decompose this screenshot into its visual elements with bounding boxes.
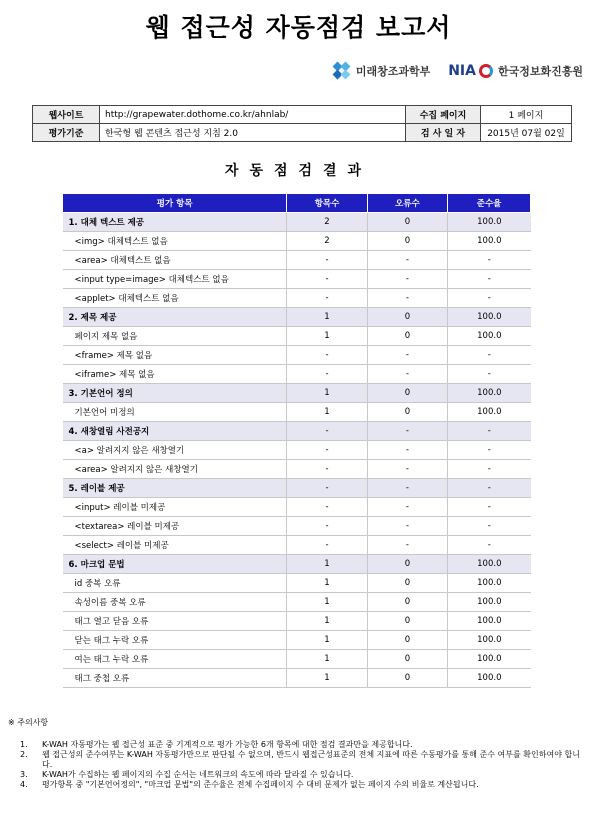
- rate-cell: 100.0: [448, 612, 531, 631]
- item-cell: <input type=image> 대체텍스트 없음: [63, 270, 287, 289]
- count-cell: 1: [287, 308, 367, 327]
- category-row: [63, 422, 531, 441]
- section-title: 자동점검결과: [224, 163, 373, 179]
- results-table: [62, 193, 531, 688]
- rate-cell: 100.0: [448, 593, 531, 612]
- errors-cell: -: [367, 251, 447, 270]
- website-label: 웹사이트: [33, 106, 100, 124]
- pages-label: 수집 페이지: [406, 106, 481, 124]
- count-cell: -: [287, 289, 367, 308]
- table-row: [63, 460, 531, 479]
- table-row: [63, 650, 531, 669]
- rate-cell: -: [448, 251, 531, 270]
- table-row: [63, 403, 531, 422]
- errors-cell: 0: [367, 403, 447, 422]
- date-value: 2015년 07월 02일: [481, 124, 572, 142]
- item-cell: <frame> 제목 없음: [63, 346, 287, 365]
- item-cell: 6. 마크업 문법: [63, 555, 287, 574]
- count-cell: 1: [287, 593, 367, 612]
- item-cell: <a> 알려지지 않은 새창열기: [63, 441, 287, 460]
- header-item: 평가 항목: [63, 194, 287, 213]
- table-row: [63, 669, 531, 688]
- errors-cell: 0: [367, 631, 447, 650]
- results-header-row: [63, 194, 531, 213]
- errors-cell: -: [367, 270, 447, 289]
- item-cell: 닫는 태그 누락 오류: [63, 631, 287, 650]
- rate-cell: 100.0: [448, 650, 531, 669]
- count-cell: 1: [287, 574, 367, 593]
- errors-cell: 0: [367, 574, 447, 593]
- errors-cell: -: [367, 441, 447, 460]
- table-row: [63, 232, 531, 251]
- note-text: 웹 접근성의 준수여부는 K-WAH 자동평가만으로 판단될 수 없으며, 반드시 웹접근성표준의 전체 지표에 따른 수동평가를 통해 준수 여부를 확인하여야 합니다.: [42, 750, 580, 769]
- count-cell: -: [287, 251, 367, 270]
- count-cell: -: [287, 365, 367, 384]
- item-cell: id 중복 오류: [63, 574, 287, 593]
- errors-cell: 0: [367, 384, 447, 403]
- note-number: 2.: [20, 750, 28, 759]
- nia-logo: [448, 63, 583, 79]
- errors-cell: -: [367, 346, 447, 365]
- category-row: [63, 479, 531, 498]
- rate-cell: -: [448, 441, 531, 460]
- count-cell: -: [287, 536, 367, 555]
- errors-cell: -: [367, 536, 447, 555]
- rate-cell: 100.0: [448, 213, 531, 232]
- count-cell: -: [287, 422, 367, 441]
- errors-cell: 0: [367, 232, 447, 251]
- count-cell: 1: [287, 384, 367, 403]
- count-cell: 2: [287, 213, 367, 232]
- rate-cell: 100.0: [448, 232, 531, 251]
- item-cell: <iframe> 제목 없음: [63, 365, 287, 384]
- item-cell: <textarea> 레이블 미제공: [63, 517, 287, 536]
- errors-cell: 0: [367, 669, 447, 688]
- note-number: 4.: [20, 780, 28, 789]
- category-row: [63, 308, 531, 327]
- category-row: [63, 384, 531, 403]
- table-row: [63, 251, 531, 270]
- msip-logo-text: 미래창조과학부: [355, 65, 431, 78]
- count-cell: 1: [287, 650, 367, 669]
- results-body: [63, 213, 531, 688]
- table-row: [63, 631, 531, 650]
- errors-cell: -: [367, 422, 447, 441]
- header-errors: 오류수: [367, 194, 447, 213]
- count-cell: -: [287, 479, 367, 498]
- rate-cell: -: [448, 498, 531, 517]
- count-cell: -: [287, 270, 367, 289]
- errors-cell: -: [367, 460, 447, 479]
- errors-cell: 0: [367, 650, 447, 669]
- count-cell: -: [287, 460, 367, 479]
- logo-bar: [331, 56, 583, 86]
- count-cell: -: [287, 346, 367, 365]
- nia-logo-mark: NIA: [448, 63, 476, 79]
- note-item: [8, 740, 588, 750]
- item-cell: 여는 태그 누락 오류: [63, 650, 287, 669]
- nia-logo-text: 한국정보화진흥원: [497, 65, 583, 78]
- count-cell: 1: [287, 612, 367, 631]
- item-cell: 3. 기본언어 정의: [63, 384, 287, 403]
- rate-cell: -: [448, 517, 531, 536]
- item-cell: 5. 레이블 제공: [63, 479, 287, 498]
- msip-logo: [331, 60, 430, 82]
- table-row: [63, 327, 531, 346]
- pages-value: 1 페이지: [481, 106, 572, 124]
- rate-cell: -: [448, 479, 531, 498]
- date-label: 검 사 일 자: [406, 124, 481, 142]
- errors-cell: 0: [367, 593, 447, 612]
- item-cell: 태그 중첩 오류: [63, 669, 287, 688]
- table-row: [63, 441, 531, 460]
- item-cell: 속성이름 중복 오류: [63, 593, 287, 612]
- count-cell: 1: [287, 631, 367, 650]
- errors-cell: -: [367, 517, 447, 536]
- note-text: K-WAH가 수집하는 웹 페이지의 수집 순서는 네트워크의 속도에 따라 달라질 수 있습니다.: [42, 770, 354, 779]
- rate-cell: -: [448, 365, 531, 384]
- item-cell: 페이지 제목 없음: [63, 327, 287, 346]
- errors-cell: -: [367, 479, 447, 498]
- item-cell: <img> 대체텍스트 없음: [63, 232, 287, 251]
- table-row: [63, 365, 531, 384]
- category-row: [63, 555, 531, 574]
- errors-cell: 0: [367, 327, 447, 346]
- rate-cell: 100.0: [448, 403, 531, 422]
- errors-cell: 0: [367, 213, 447, 232]
- item-cell: <area> 알려지지 않은 새창열기: [63, 460, 287, 479]
- note-item: [8, 780, 588, 790]
- rate-cell: -: [448, 346, 531, 365]
- count-cell: -: [287, 441, 367, 460]
- table-row: [63, 498, 531, 517]
- rate-cell: -: [448, 289, 531, 308]
- table-row: [63, 270, 531, 289]
- table-row: [63, 517, 531, 536]
- criteria-value: 한국형 웹 콘텐츠 접근성 지침 2.0: [100, 124, 406, 142]
- website-value: http://grapewater.dothome.co.kr/ahnlab/: [100, 106, 406, 124]
- item-cell: 태그 열고 닫음 오류: [63, 612, 287, 631]
- errors-cell: 0: [367, 555, 447, 574]
- count-cell: -: [287, 498, 367, 517]
- rate-cell: 100.0: [448, 555, 531, 574]
- msip-emblem-icon: [331, 60, 353, 82]
- rate-cell: 100.0: [448, 669, 531, 688]
- notes-section: [8, 718, 588, 790]
- count-cell: 1: [287, 669, 367, 688]
- count-cell: 1: [287, 327, 367, 346]
- rate-cell: 100.0: [448, 327, 531, 346]
- note-number: 1.: [20, 740, 28, 749]
- rate-cell: -: [448, 270, 531, 289]
- errors-cell: -: [367, 289, 447, 308]
- rate-cell: 100.0: [448, 308, 531, 327]
- table-row: [63, 574, 531, 593]
- item-cell: <applet> 대체텍스트 없음: [63, 289, 287, 308]
- note-item: [8, 770, 588, 780]
- nia-ring-icon: [479, 64, 493, 78]
- note-item: [8, 750, 588, 770]
- item-cell: 4. 새창열림 사전공지: [63, 422, 287, 441]
- count-cell: 1: [287, 555, 367, 574]
- criteria-label: 평가기준: [33, 124, 100, 142]
- info-row-website: [33, 106, 572, 124]
- note-text: K-WAH 자동평가는 웹 접근성 표준 중 기계적으로 평가 가능한 6개 항목에 대한 점검 결과만을 제공합니다.: [42, 740, 413, 749]
- item-cell: <area> 대체텍스트 없음: [63, 251, 287, 270]
- header-rate: 준수율: [448, 194, 531, 213]
- item-cell: <select> 레이블 미제공: [63, 536, 287, 555]
- errors-cell: -: [367, 498, 447, 517]
- count-cell: 2: [287, 232, 367, 251]
- count-cell: 1: [287, 403, 367, 422]
- rate-cell: -: [448, 422, 531, 441]
- report-title: 웹 접근성 자동점검 보고서: [145, 13, 452, 42]
- item-cell: 2. 제목 제공: [63, 308, 287, 327]
- errors-cell: 0: [367, 308, 447, 327]
- table-row: [63, 612, 531, 631]
- info-row-criteria: [33, 124, 572, 142]
- item-cell: 1. 대체 텍스트 제공: [63, 213, 287, 232]
- notes-heading: ※ 주의사항: [8, 718, 49, 727]
- item-cell: 기본언어 미정의: [63, 403, 287, 422]
- table-row: [63, 536, 531, 555]
- rate-cell: -: [448, 460, 531, 479]
- errors-cell: -: [367, 365, 447, 384]
- report-info-table: [32, 105, 572, 142]
- note-text: 평가항목 중 "기본언어정의", "마크업 문법"의 준수율은 전체 수집페이지 수 대비 문제가 없는 페이지 수의 비율로 계산됩니다.: [42, 780, 479, 789]
- count-cell: -: [287, 517, 367, 536]
- rate-cell: -: [448, 536, 531, 555]
- errors-cell: 0: [367, 612, 447, 631]
- notes-list: [8, 740, 588, 790]
- category-row: [63, 213, 531, 232]
- table-row: [63, 289, 531, 308]
- table-row: [63, 593, 531, 612]
- header-count: 항목수: [287, 194, 367, 213]
- item-cell: <input> 레이블 미제공: [63, 498, 287, 517]
- rate-cell: 100.0: [448, 631, 531, 650]
- rate-cell: 100.0: [448, 574, 531, 593]
- rate-cell: 100.0: [448, 384, 531, 403]
- note-number: 3.: [20, 770, 28, 779]
- table-row: [63, 346, 531, 365]
